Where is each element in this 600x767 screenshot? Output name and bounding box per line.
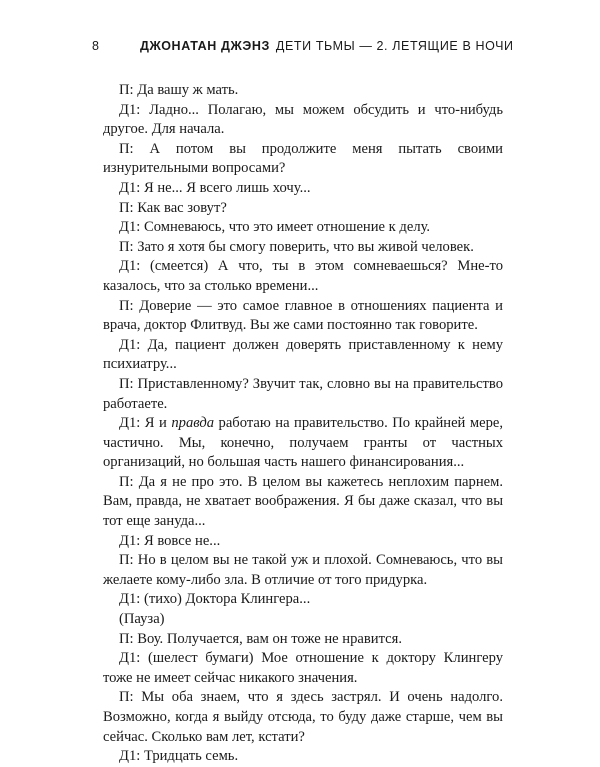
dialogue-line: П: Воу. Получается, вам он тоже не нравится. <box>119 630 402 647</box>
emphasized-word: правда <box>171 415 215 432</box>
dialogue-line: П: Как вас зовут? <box>119 199 227 216</box>
dialogue-line: П: Да я не про это. В целом вы кажетесь неплохим парнем. Вам, правда, не хватает воображения. Я бы даже сказал, что вы тот еще зануда... <box>103 473 503 530</box>
running-header <box>92 39 514 53</box>
dialogue-line: Д1: (шелест бумаги) Мое отношение к доктору Клингеру тоже не имеет сейчас никакого значения. <box>103 650 503 686</box>
dialogue-line: П: А потом вы продолжите меня пытать своими изнурительными вопросами? <box>103 140 503 177</box>
dialogue-line: Д1: Да, пациент должен доверять приставленному к нему психиатру... <box>103 336 503 373</box>
dialogue-line: Д1: Я вовсе не... <box>119 532 221 549</box>
dialogue-line: Д1: Сомневаюсь, что это имеет отношение к делу. <box>119 219 431 236</box>
dialogue-line <box>103 414 503 473</box>
dialogue-text <box>103 81 503 767</box>
dialogue-line: П: Доверие — это самое главное в отношениях пациента и врача, доктор Флитвуд. Вы же сами постоянно так говорите. <box>103 297 503 334</box>
dialogue-line: Д1: (тихо) Доктора Клингера... <box>119 591 311 608</box>
dialogue-line: Д1: (смеется) А что, ты в этом сомневаешься? Мне-то казалось, что за столько времени... <box>103 258 503 294</box>
dialogue-line: (Пауза) <box>119 611 165 628</box>
page-number: 8 <box>92 39 100 53</box>
dialogue-line: Д1: Ладно... Полагаю, мы можем обсудить и что-нибудь другое. Для начала. <box>103 101 503 138</box>
header-book-title: ДЕТИ ТЬМЫ — 2. ЛЕТЯЩИЕ В НОЧИ <box>275 39 514 53</box>
dialogue-line: П: Но в целом вы не такой уж и плохой. Сомневаюсь, что вы желаете кому-либо зла. В отличие от того придурка. <box>103 552 503 588</box>
header-author: ДЖОНАТАН ДЖЭНЗ <box>140 39 270 53</box>
dialogue-line: П: Зато я хотя бы смогу поверить, что вы живой человек. <box>119 238 474 255</box>
dialogue-line: П: Да вашу ж мать. <box>119 82 239 98</box>
dialogue-line: П: Мы оба знаем, что я здесь застрял. И очень надолго. Возможно, когда я выйду отсюда, то буду даже старше, чем вы сейчас. Сколько вам лет, кстати? <box>103 689 503 745</box>
line-rest: работаю на правительство. По крайней мере, частично. Мы, конечно, получаем гранты от частных организаций, но большая часть нашего финансирования... <box>103 415 503 471</box>
dialogue-line: Д1: Я не... Я всего лишь хочу... <box>119 179 311 196</box>
dialogue-line: П: Приставленному? Звучит так, словно вы на правительство работаете. <box>103 375 503 412</box>
line-start: Д1: Я и <box>119 415 172 432</box>
dialogue-line: Д1: Тридцать семь. <box>119 748 239 765</box>
